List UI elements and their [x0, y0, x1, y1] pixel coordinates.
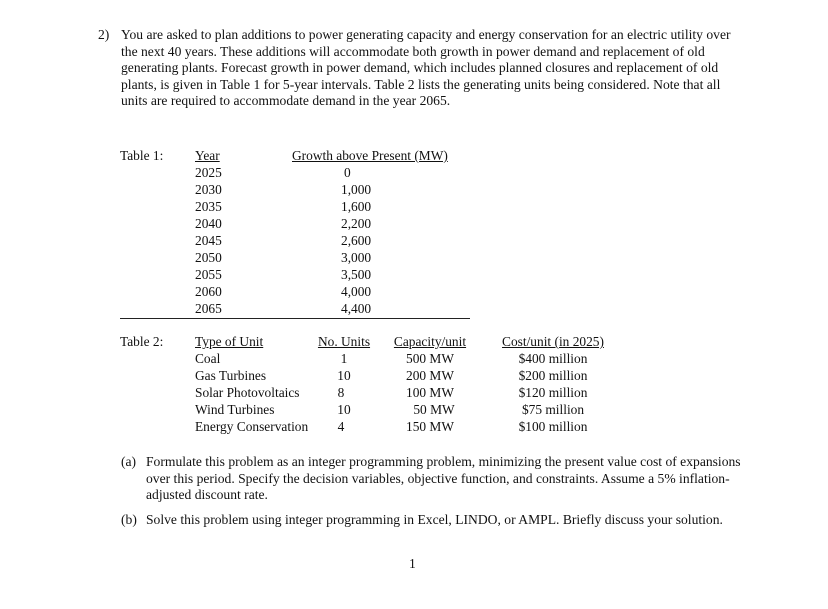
table-cell: 2065 — [195, 301, 222, 316]
table-cell: $75 million — [521, 402, 585, 417]
table-2-cost-header: Cost/unit (in 2025) — [502, 334, 604, 349]
table-cell: 2035 — [195, 199, 222, 214]
table-cell: 1,000 — [341, 182, 372, 197]
table-cell: 2050 — [195, 250, 222, 265]
part-b — [121, 512, 761, 548]
table-cell: 2045 — [195, 233, 222, 248]
table-1-label: Table 1: — [120, 148, 164, 163]
table-cell: 10 — [337, 368, 351, 383]
table-cell: 2040 — [195, 216, 222, 231]
table-cell: 2030 — [195, 182, 222, 197]
table-cell: 4,400 — [341, 301, 372, 316]
table-cell: 2055 — [195, 267, 222, 282]
table-cell: 150 MW — [406, 419, 454, 434]
table-cell: 4 — [337, 419, 345, 434]
table-cell: $200 million — [518, 368, 588, 383]
table-cell: $120 million — [518, 385, 588, 400]
question-number: 2) — [98, 27, 110, 42]
table-1-year-column — [195, 147, 222, 317]
table-cell: 2025 — [195, 165, 222, 180]
table-2-label: Table 2: — [120, 334, 164, 349]
table-cell: 10 — [337, 402, 351, 417]
table-cell: 3,500 — [341, 267, 372, 282]
table-cell: Wind Turbines — [195, 402, 275, 417]
table-2-type-column — [195, 333, 308, 435]
table-cell: 1 — [340, 351, 348, 366]
table-cell: Gas Turbines — [195, 368, 267, 383]
question-text: You are asked to plan additions to power generating capacity and energy conservation for an electric utility over the next 40 years. These additions will accommodate both growth in power demand and replacement of old generating plants. Forecast growth in power demand, which includes planned closures and replacement of old plants, is given in Table 1 for 5-year intervals. Table 2 lists the generating units being considered. Note that all units are required to accommodate demand in the year 2065. — [121, 27, 731, 109]
part-b-label: (b) — [121, 512, 137, 527]
table-1-bottom-rule — [120, 318, 470, 319]
table-2-units-header: No. Units — [317, 334, 371, 349]
table-cell: 0 — [344, 165, 351, 180]
table-cell: $400 million — [518, 351, 588, 366]
table-cell: 3,000 — [341, 250, 372, 265]
table-1-growth-column — [292, 147, 466, 317]
page-number: 1 — [409, 556, 416, 571]
table-2-type-header: Type of Unit — [195, 334, 264, 349]
table-cell: Energy Conservation — [195, 419, 309, 434]
part-b-text: Solve this problem using integer programming in Excel, LINDO, or AMPL. Briefly discuss your solution. — [146, 512, 723, 527]
table-cell: 4,000 — [341, 284, 372, 299]
table-cell: Solar Photovoltaics — [195, 385, 300, 400]
table-cell: 1,600 — [341, 199, 372, 214]
part-a-label: (a) — [121, 454, 137, 469]
table-cell: 100 MW — [406, 385, 454, 400]
table-cell: 200 MW — [406, 368, 454, 383]
table-1-year-header: Year — [195, 148, 220, 163]
part-a-text: Formulate this problem as an integer programming problem, minimizing the present value cost of expansions over this period. Specify the decision variables, objective function, and constraints. Assume a 5% inflation-adjusted discount rate. — [146, 454, 741, 503]
table-2-units-column — [314, 333, 374, 435]
table-cell: 2060 — [195, 284, 222, 299]
table-cell: 2,200 — [341, 216, 372, 231]
table-cell: 500 MW — [406, 351, 454, 366]
part-a — [121, 454, 761, 506]
table-cell: 50 MW — [413, 402, 455, 417]
table-cell: 2,600 — [341, 233, 372, 248]
table-cell: Coal — [195, 351, 221, 366]
table-cell: $100 million — [518, 419, 588, 434]
table-2-capacity-column — [388, 333, 472, 435]
table-2-cost-column — [494, 333, 612, 435]
table-cell: 8 — [337, 385, 345, 400]
table-2-capacity-header: Capacity/unit — [393, 334, 467, 349]
table-1-growth-header: Growth above Present (MW) — [292, 148, 448, 163]
